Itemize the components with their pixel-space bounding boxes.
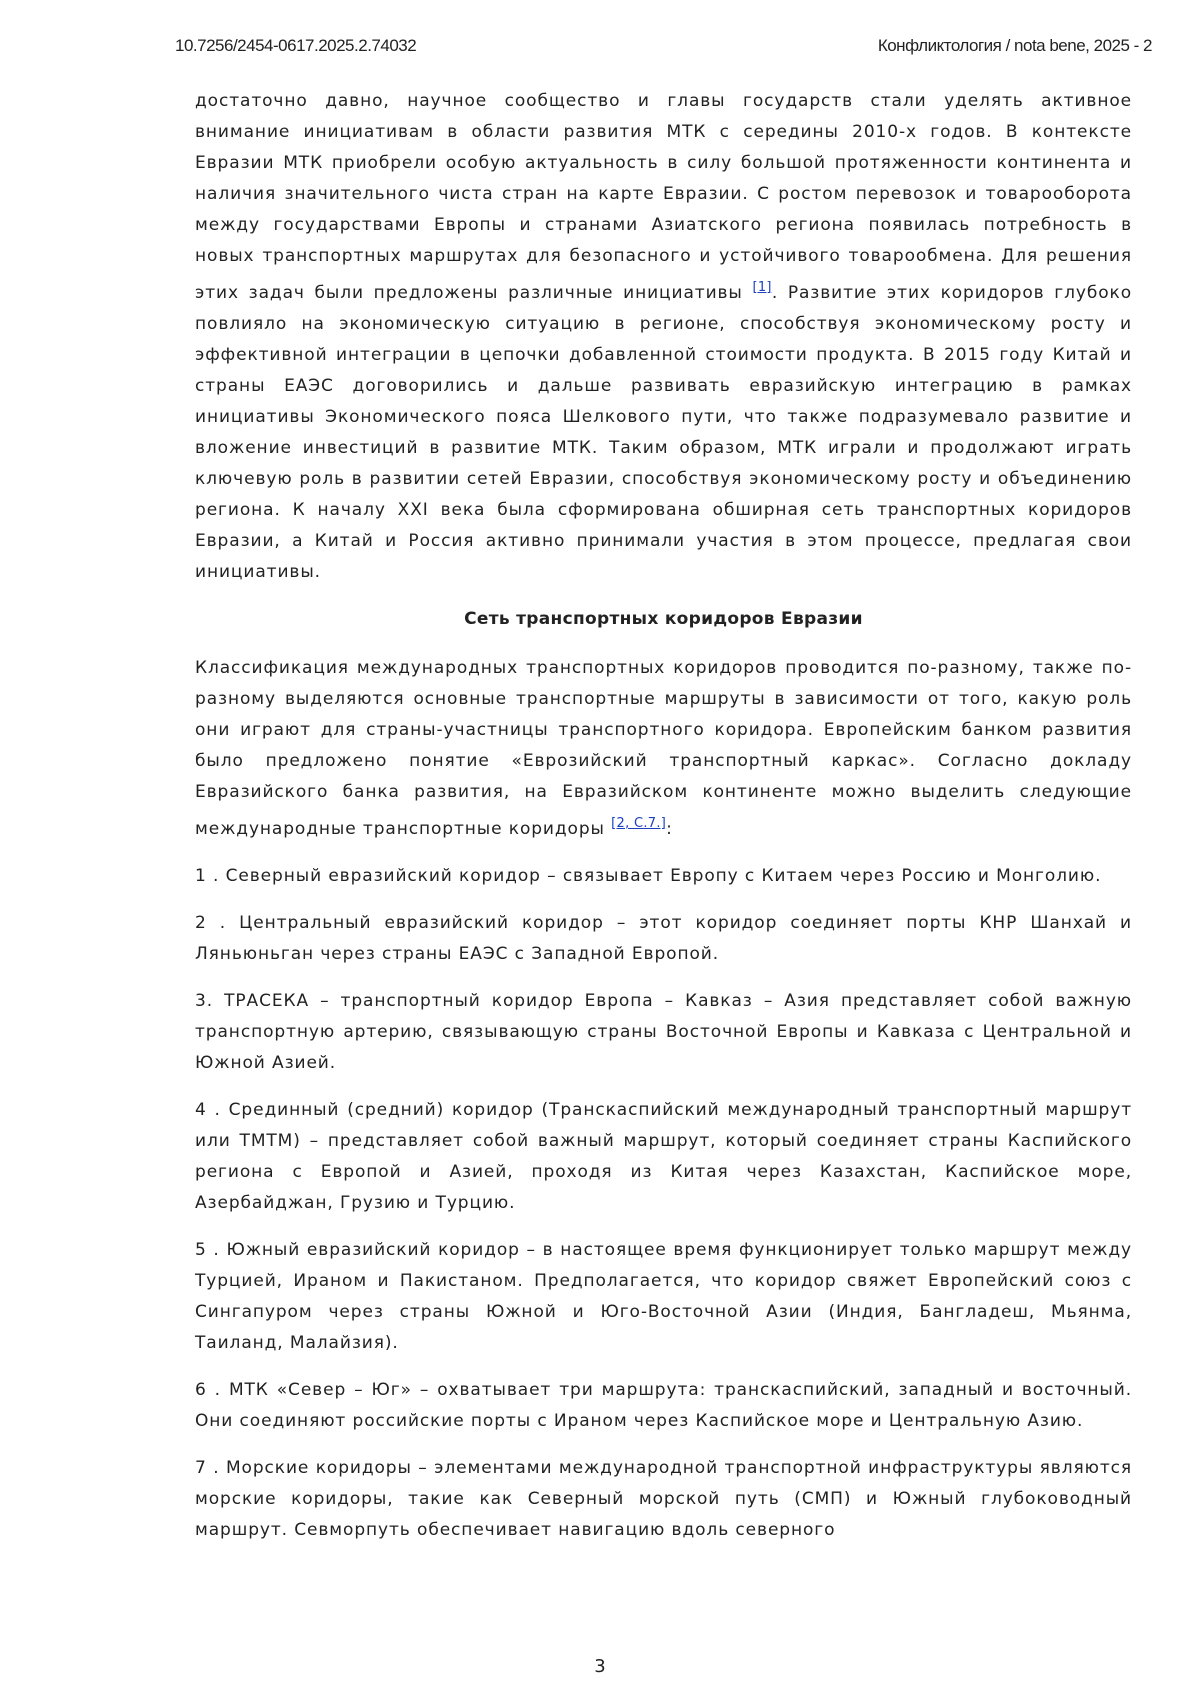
- paragraph-text: достаточно давно, научное сообщество и главы государств стали уделять активное внимание инициативам в области развития МТК с середины 2010-х годов. В контексте Евразии МТК приобрели особую актуальность в силу большой протяженности континента и наличия значительного чиста стран на карте Евразии. С ростом перевозок и товарооборота между государствами Европы и странами Азиатского региона появилась потребность в новых транспортных маршрутах для безопасного и устойчивого товарообмена. Для решения этих задач были предложены различные инициативы: [195, 91, 1132, 303]
- list-item: 7 . Морские коридоры – элементами международной транспортной инфраструктуры являются морские коридоры, такие как Северный морской путь (СМП) и Южный глубоководный маршрут. Севморпуть обеспечивает навигацию вдоль северного: [195, 1458, 1132, 1540]
- list-item: 4 . Срединный (средний) коридор (Транскаспийский международный транспортный маршрут или ТМТМ) – представляет собой важный маршрут, который соединяет страны Каспийского региона с Европой и Азией, проходя из Китая через Казахстан, Каспийское море, Азербайджан, Грузию и Турцию.: [195, 1100, 1132, 1213]
- list-item: 2 . Центральный евразийский коридор – этот коридор соединяет порты КНР Шанхай и Ляньюньган через страны ЕАЭС с Западной Европой.: [195, 913, 1132, 964]
- list-item: 6 . МТК «Север – Юг» – охватывает три маршрута: транскаспийский, западный и восточный. Они соединяют российские порты с Ираном через Каспийское море и Центральную Азию.: [195, 1380, 1132, 1431]
- section-heading: Сеть транспортных коридоров Евразии: [464, 609, 863, 629]
- citation-link[interactable]: [1]: [752, 280, 772, 295]
- list-item: 3. ТРАСЕКА – транспортный коридор Европа – Кавказ – Азия представляет собой важную транспортную артерию, связывающую страны Восточной Европы и Кавказа с Центральной и Южной Азией.: [195, 991, 1132, 1073]
- article-body: [195, 86, 1132, 1562]
- journal-title: Конфликтология / nota bene, 2025 - 2: [877, 36, 1152, 55]
- page-number: 3: [594, 1656, 606, 1677]
- list-item: 1 . Северный евразийский коридор – связывает Европу с Китаем через Россию и Монголию.: [195, 866, 1102, 886]
- paragraph-text: :: [666, 819, 673, 839]
- paragraph-text: . Развитие этих коридоров глубоко повлияло на экономическую ситуацию в регионе, способствуя экономическому росту и эффективной интеграции в цепочки добавленной стоимости продукта. В 2015 году Китай и страны ЕАЭС договорились и дальше развивать евразийскую интеграцию в рамках инициативы Экономического пояса Шелкового пути, что также подразумевало развитие и вложение инвестиций в развитие МТК. Таким образом, МТК играли и продолжают играть ключевую роль в развитии сетей Евразии, способствуя экономическому росту и объединению региона. К началу XXI века была сформирована обширная сеть транспортных коридоров Евразии, а Китай и Россия активно принимали участия в этом процессе, предлагая свои инициативы.: [195, 283, 1132, 582]
- citation-link[interactable]: [2, С.7.]: [611, 816, 667, 831]
- paragraph-text: Классификация международных транспортных коридоров проводится по-разному, также по-разному выделяются основные транспортные маршруты в зависимости от того, какую роль они играют для страны-участницы транспортного коридора. Европейским банком развития было предложено понятие «Еврозийский транспортный каркас». Согласно докладу Евразийского банка развития, на Евразийском континенте можно выделить следующие международные транспортные коридоры: [195, 658, 1132, 839]
- page-header: [175, 36, 1152, 62]
- list-item: 5 . Южный евразийский коридор – в настоящее время функционирует только маршрут между Турцией, Ираном и Пакистаном. Предполагается, что коридор свяжет Европейский союз с Сингапуром через страны Южной и Юго-Восточной Азии (Индия, Бангладеш, Мьянма, Таиланд, Малайзия).: [195, 1240, 1132, 1353]
- doi-text: 10.7256/2454-0617.2025.2.74032: [175, 36, 417, 55]
- paragraph-classification: [195, 653, 1132, 845]
- paragraph-intro: [195, 86, 1132, 588]
